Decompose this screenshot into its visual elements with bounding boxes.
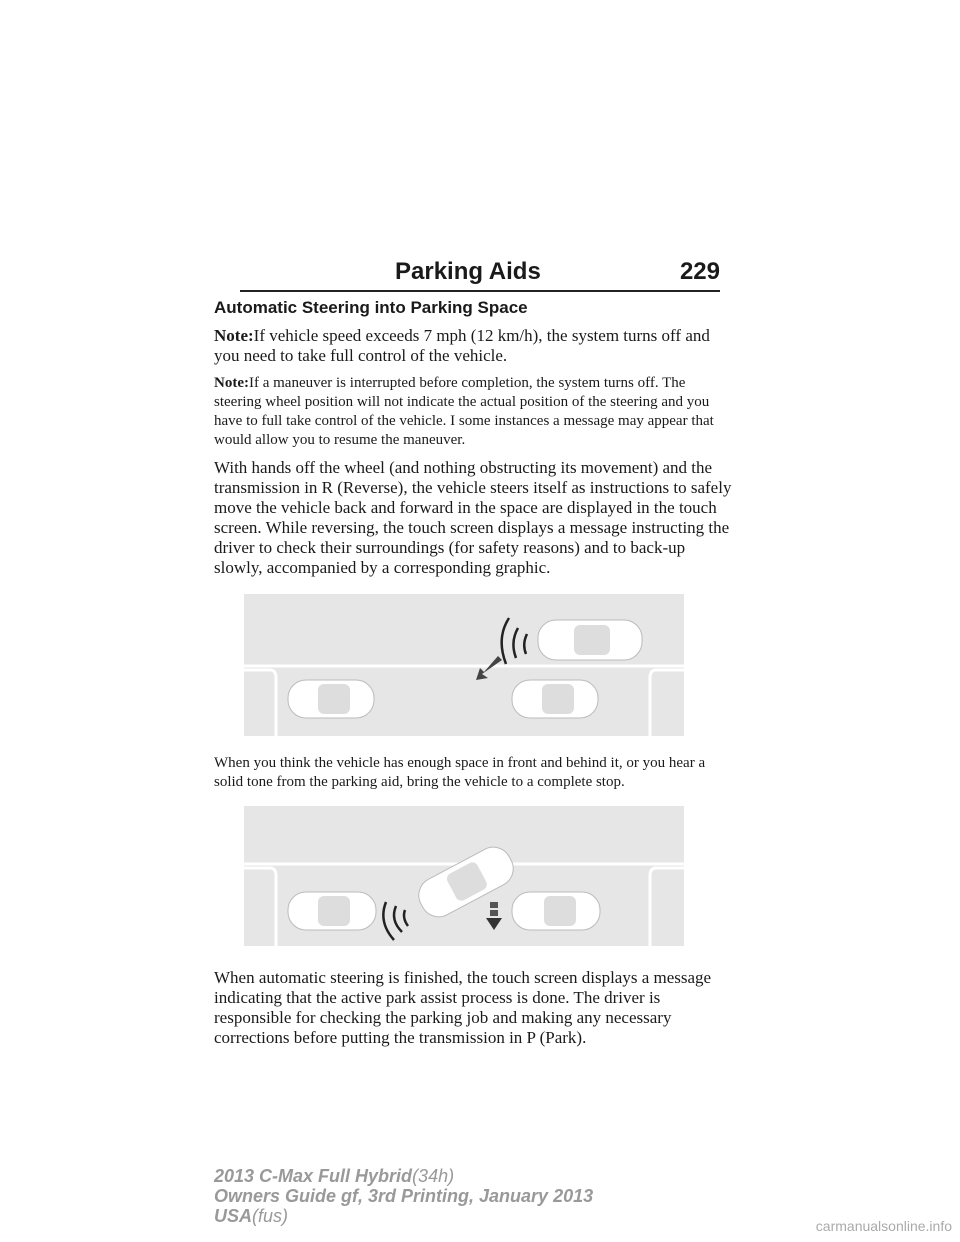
figure-reversing-into-space bbox=[244, 594, 684, 736]
parked-car-icon bbox=[288, 892, 376, 930]
parking-illustration-1 bbox=[244, 594, 684, 736]
page-number: 229 bbox=[679, 258, 720, 285]
sensor-wave-icon bbox=[502, 618, 527, 664]
parked-car-icon bbox=[512, 680, 598, 718]
note-interrupted bbox=[214, 374, 734, 450]
paragraph-stop: When you think the vehicle has enough space in front and behind it, or you hear a solid tone from the parking aid, bring the vehicle to a complete stop. bbox=[214, 755, 706, 790]
figure-vehicle-in-space bbox=[244, 806, 684, 946]
arrow-down-left-icon bbox=[476, 656, 502, 680]
watermark: carmanualsonline.info bbox=[815, 1218, 952, 1234]
note-label: Note: bbox=[214, 375, 249, 391]
subheading: Automatic Steering into Parking Space bbox=[214, 298, 528, 317]
parked-car-icon bbox=[288, 680, 374, 718]
note-label: Note: bbox=[214, 326, 254, 345]
sensor-wave-icon bbox=[383, 902, 408, 940]
page-footer bbox=[214, 1166, 593, 1226]
page-content bbox=[214, 298, 734, 1056]
paragraph-reverse-steering: With hands off the wheel (and nothing obstructing its movement) and the transmission in R (Reverse), the vehicle steers itself as instructions to safely move the vehicle back and forward in the space are displayed in the touch screen. While reversing, the touch screen displays a message instructing the driver to check their surroundings (for safety reasons) and to back-up slowly, accompanied by a corresponding graphic. bbox=[214, 458, 732, 577]
page-header bbox=[240, 258, 720, 292]
section-title: Parking Aids bbox=[395, 258, 541, 285]
arrow-down-icon bbox=[486, 902, 502, 930]
parking-illustration-2 bbox=[244, 806, 684, 946]
reversing-car-icon bbox=[538, 620, 642, 660]
footer-line-guide: Owners Guide gf, 3rd Printing, January 2013 bbox=[214, 1186, 594, 1206]
note-text: If a maneuver is interrupted before completion, the system turns off. The steering wheel position will not indicate the actual position of the steering and you have to full take control of the vehicle. I some instances a message may appear that would allow you to resume the maneuver. bbox=[214, 375, 714, 448]
parked-car-icon bbox=[512, 892, 600, 930]
paragraph-finished: When automatic steering is finished, the touch screen displays a message indicating that the active park assist process is done. The driver is responsible for checking the parking job and making any necessary corrections before putting the transmission in P (Park). bbox=[214, 968, 712, 1047]
angled-car-icon bbox=[412, 841, 519, 923]
note-text: If vehicle speed exceeds 7 mph (12 km/h), the system turns off and you need to take full control of the vehicle. bbox=[214, 326, 710, 365]
footer-line-model: 2013 C-Max Full Hybrid(34h) bbox=[214, 1166, 455, 1186]
footer-line-region: USA(fus) bbox=[214, 1206, 289, 1226]
note-speed bbox=[214, 326, 734, 366]
